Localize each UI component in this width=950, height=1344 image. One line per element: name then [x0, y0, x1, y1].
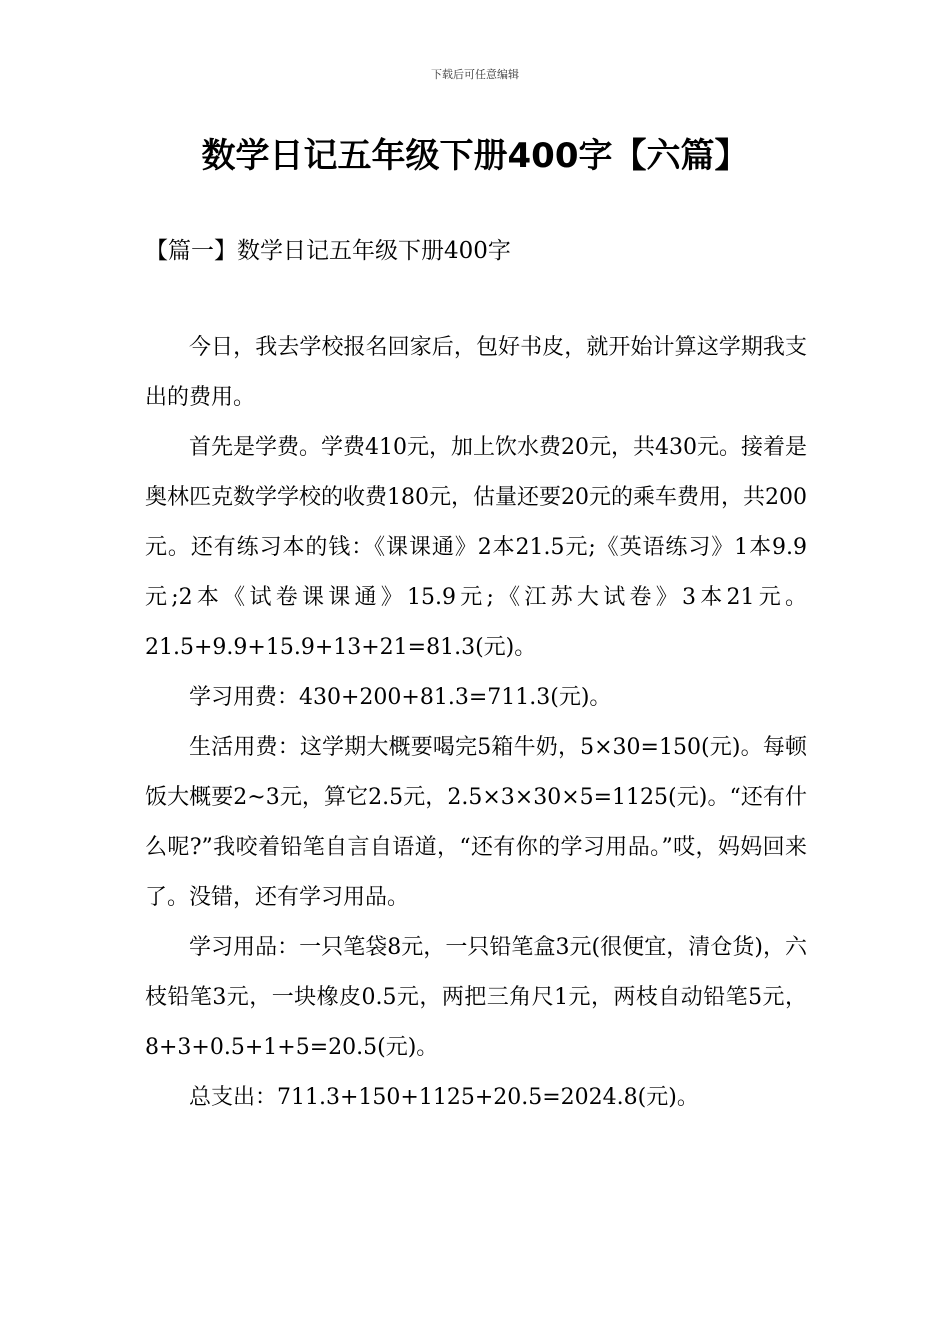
document-title: 数学日记五年级下册400字【六篇】: [201, 136, 749, 176]
paragraph-tuition: 首先是学费。学费410元，加上饮水费20元，共430元。接着是奥林匹克数学学校的收费180元，估量还要20元的乘车费用，共200元。还有练习本的钱：《课课通》2本21.5元;《英语练习》1本9.9元;2本《试卷课课通》15.9元;《江苏大试卷》3本21元。21.5+9.9+15.9+13+21=81.3(元)。: [145, 435, 807, 660]
paragraph-total: 总支出：711.3+150+1125+20.5=2024.8(元)。: [189, 1085, 699, 1110]
paragraph-supplies: 学习用品：一只笔袋8元，一只铅笔盒3元(很便宜，清仓货)，六枝铅笔3元，一块橡皮0.5元，两把三角尺1元，两枝自动铅笔5元，8+3+0.5+1+5=20.5(元)。: [145, 935, 807, 1060]
diary-body: [145, 323, 807, 1123]
paragraph-living-cost: 生活用费：这学期大概要喝完5箱牛奶，5×30=150(元)。每顿饭大概要2~3元，算它2.5元，2.5×3×30×5=1125(元)。“还有什么呢?”我咬着铅笔自言自语道，“还有你的学习用品。”哎，妈妈回来了。没错，还有学习用品。: [145, 735, 807, 910]
download-note: 下载后可任意编辑: [431, 68, 519, 81]
paragraph-intro: 今日，我去学校报名回家后，包好书皮，就开始计算这学期我支出的费用。: [145, 335, 807, 410]
paragraph-study-cost: 学习用费：430+200+81.3=711.3(元)。: [189, 685, 612, 710]
section-heading: 【篇一】数学日记五年级下册400字: [145, 238, 511, 264]
